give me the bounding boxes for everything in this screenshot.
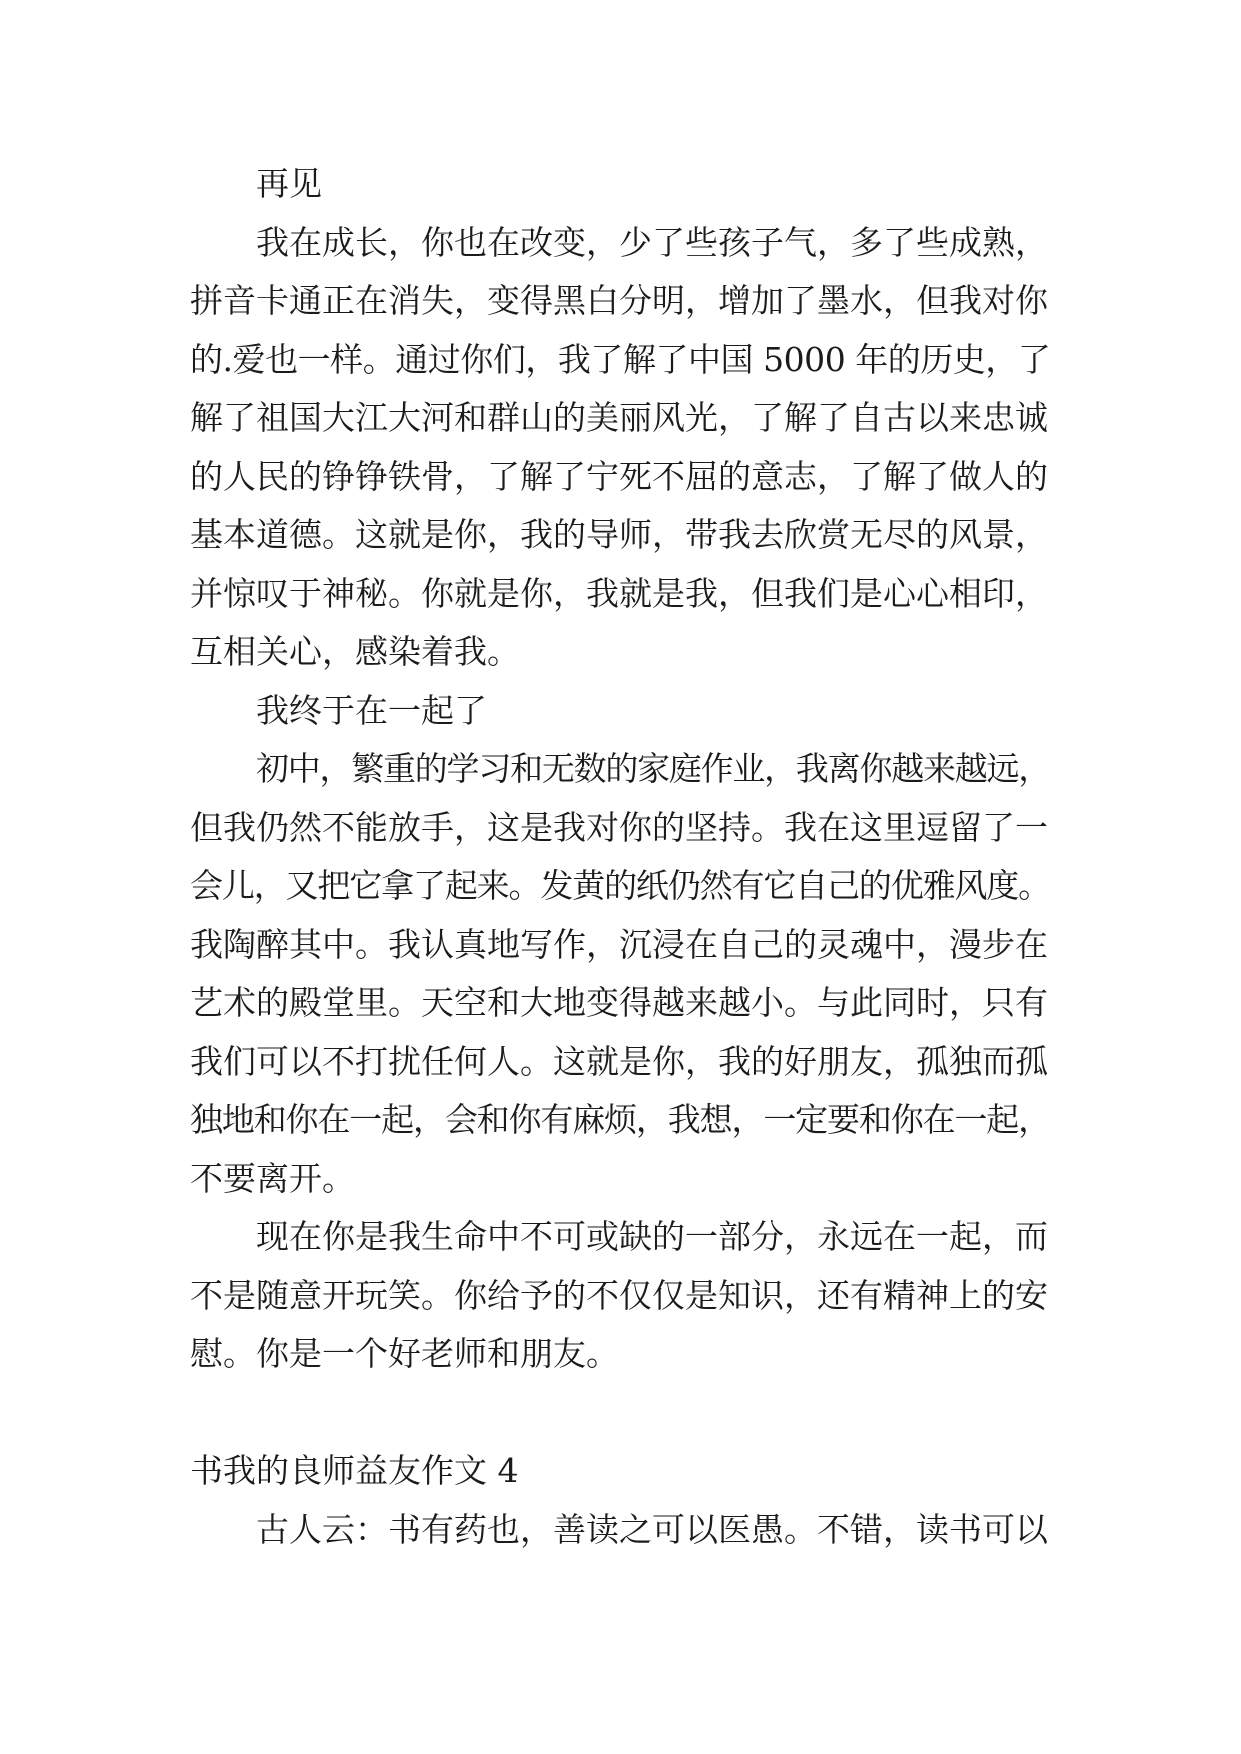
- text-line: 我们可以不打扰任何人。这就是你，我的好朋友，孤独而孤: [190, 1041, 1048, 1081]
- text-line: 不要离开。: [190, 1158, 355, 1198]
- text-line: 互相关心，感染着我。: [190, 632, 520, 671]
- text-line: 解了祖国大江大河和群山的美丽风光，了解了自古以来忠诚: [190, 398, 1048, 437]
- blank-line: [190, 1384, 1052, 1443]
- text-line: 古人云：书有药也，善读之可以医愚。不错，读书可以: [256, 1509, 1048, 1549]
- text-line: 我在成长，你也在改变，少了些孩子气，多了些成熟，: [256, 222, 1048, 262]
- paragraph: [190, 1208, 1052, 1384]
- section-title-together: [190, 682, 1052, 741]
- heading-text: 书我的良师益友作文 4: [190, 1451, 519, 1490]
- text-line: 会儿，又把它拿了起来。发黄的纸仍然有它自己的优雅风度。: [190, 866, 1050, 905]
- document-body: [190, 155, 1052, 1559]
- text-line: 艺术的殿堂里。天空和大地变得越来越小。与此同时，只有: [190, 983, 1048, 1022]
- text-line: 初中，繁重的学习和无数的家庭作业，我离你越来越远，: [256, 749, 1051, 788]
- text-line: 再见: [256, 164, 322, 203]
- text-line: 慰。你是一个好老师和朋友。: [190, 1334, 619, 1373]
- text-line: 拼音卡通正在消失，变得黑白分明，增加了墨水，但我对你: [190, 281, 1048, 320]
- text-line: 我陶醉其中。我认真地写作，沉浸在自己的灵魂中，漫步在: [190, 924, 1048, 964]
- paragraph: [190, 1501, 1052, 1560]
- section-title-goodbye: [190, 155, 1052, 214]
- text-line: 的人民的铮铮铁骨，了解了宁死不屈的意志，了解了做人的: [190, 456, 1048, 496]
- text-line: 我终于在一起了: [256, 690, 487, 730]
- text-line: 但我仍然不能放手，这是我对你的坚持。我在这里逗留了一: [190, 807, 1048, 847]
- text-line: 独地和你在一起，会和你有麻烦，我想，一定要和你在一起，: [190, 1100, 1050, 1139]
- text-line: 基本道德。这就是你，我的导师，带我去欣赏无尽的风景，: [190, 515, 1048, 554]
- paragraph: [190, 740, 1052, 1208]
- text-line: 的.爱也一样。通过你们，我了解了中国 5000 年的历史，了: [190, 339, 1051, 379]
- paragraph: [190, 214, 1052, 682]
- text-line: 现在你是我生命中不可或缺的一部分，永远在一起，而: [256, 1217, 1048, 1256]
- text-line: 并惊叹于神秘。你就是你，我就是我，但我们是心心相印，: [190, 573, 1048, 613]
- essay-heading: [190, 1442, 1052, 1501]
- text-line: 不是随意开玩笑。你给予的不仅仅是知识，还有精神上的安: [190, 1275, 1048, 1315]
